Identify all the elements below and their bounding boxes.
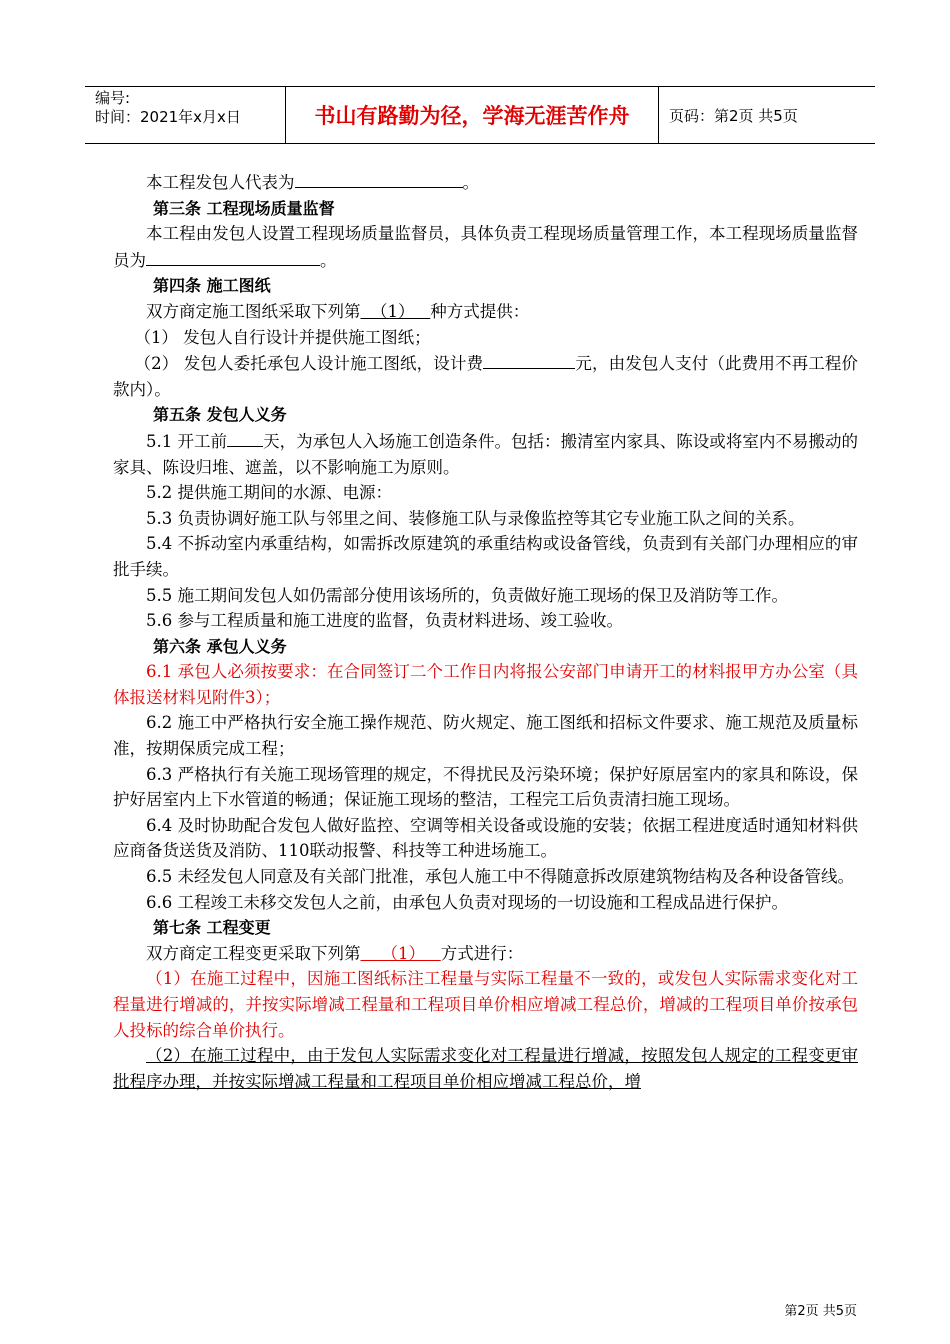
heading-article-7: 第七条 工程变更 <box>153 918 271 938</box>
heading-article-5: 第五条 发包人义务 <box>153 405 287 425</box>
paragraph-5-1: 5.1 开工前 天，为承包人入场施工创造条件。包括：搬清室内家具、陈设或将室内不易搬动的家具、陈设归堆、遮盖，以不影响施工为原则。 <box>113 428 858 480</box>
heading-article-4: 第四条 施工图纸 <box>153 276 271 296</box>
paragraph-5-5: 5.5 施工期间发包人如仍需部分使用该场所的，负责做好施工现场的保卫及消防等工作。 <box>146 585 788 605</box>
paragraph-5-4: 5.4 不拆动室内承重结构，如需拆改原建筑的承重结构或设备管线，负责到有关部门办理相应的审批手续。 <box>113 534 858 579</box>
paragraph-5-6: 5.6 参与工程质量和施工进度的监督，负责材料进场、竣工验收。 <box>146 611 623 631</box>
paragraph-6-6: 6.6 工程竣工未移交发包人之前，由承包人负责对现场的一切设施和工程成品进行保护。 <box>146 892 788 912</box>
blank-line <box>146 247 320 266</box>
document-time: 时间：2021年x月x日 <box>95 108 241 126</box>
heading-article-6: 第六条 承包人义务 <box>153 636 287 656</box>
paragraph-representative: 本工程发包人代表为 。 <box>113 169 858 196</box>
paragraph-change-option-2: （2）在施工过程中，由于发包人实际需求变化对工程量进行增减，按照发包人规定的工程变更审批程序办理，并按实际增减工程量和工程项目单价相应增减工程总价，增 <box>113 1046 858 1091</box>
paragraph-6-2: 6.2 施工中严格执行安全施工操作规范、防火规定、施工图纸和招标文件要求、施工规范及质量标准，按期保质完成工程； <box>113 713 858 759</box>
document-number-label: 编号: <box>95 89 131 107</box>
page-footer: 第2页 共5页 <box>784 1304 857 1319</box>
paragraph-drawings-option-2: （2） 发包人委托承包人设计施工图纸，设计费 元，由发包人支付（此费用不再工程价款内）。 <box>113 350 858 402</box>
paragraph-6-3: 6.3 严格执行有关施工现场管理的规定，不得扰民及污染环境；保护好原居室内的家具和陈设，保护好居室内上下水管道的畅通；保证施工现场的整洁，工程完工后负责清扫施工现场。 <box>113 764 858 810</box>
heading-article-3: 第三条 工程现场质量监督 <box>153 198 335 218</box>
page-header <box>85 86 875 144</box>
header-motto: 书山有路勤为径，学海无涯苦作舟 <box>285 87 659 143</box>
paragraph-change: 双方商定工程变更采取下列第 （1） 方式进行： <box>146 943 524 963</box>
blank-line <box>227 428 263 447</box>
paragraph-change-option-1: （1）在施工过程中，因施工图纸标注工程量与实际工程量不一致的，或发包人实际需求变化对工程量进行增减的，并按实际增减工程量和工程项目单价相应增减工程总价，增减的工程项目单价按承包人投标的综合单价执行。 <box>113 969 858 1040</box>
filled-choice: （1） <box>371 301 415 321</box>
paragraph-5-3: 5.3 负责协调好施工队与邻里之间、装修施工队与录像监控等其它专业施工队之间的关系。 <box>146 508 805 528</box>
paragraph-drawings-option-1: （1） 发包人自行设计并提供施工图纸； <box>134 327 431 347</box>
blank-line <box>483 350 575 369</box>
paragraph-6-5: 6.5 未经发包人同意及有关部门批准，承包人施工中不得随意拆改原建筑物结构及各种设备管线。 <box>146 867 854 887</box>
paragraph-5-2: 5.2 提供施工期间的水源、电源： <box>146 483 392 503</box>
paragraph-quality-supervisor: 本工程由发包人设置工程现场质量监督员，具体负责工程现场质量管理工作，本工程现场质量监督员为 。 <box>113 224 858 270</box>
paragraph-6-4: 6.4 及时协助配合发包人做好监控、空调等相关设备或设施的安装；依据工程进度适时通知材料供应商备货送货及消防、110联动报警、科技等工种进场施工。 <box>113 815 858 861</box>
blank-line <box>295 169 463 188</box>
filled-choice: （1） <box>381 943 425 963</box>
header-page-info: 页码：第2页 共5页 <box>669 106 798 125</box>
header-left <box>85 87 285 143</box>
paragraph-drawings: 双方商定施工图纸采取下列第 （1） 种方式提供： <box>146 301 530 321</box>
document-body <box>113 169 858 1094</box>
paragraph-6-1: 6.1 承包人必须按要求：在合同签订二个工作日内将报公安部门申请开工的材料报甲方办公室（具体报送材料见附件3）； <box>113 662 858 707</box>
